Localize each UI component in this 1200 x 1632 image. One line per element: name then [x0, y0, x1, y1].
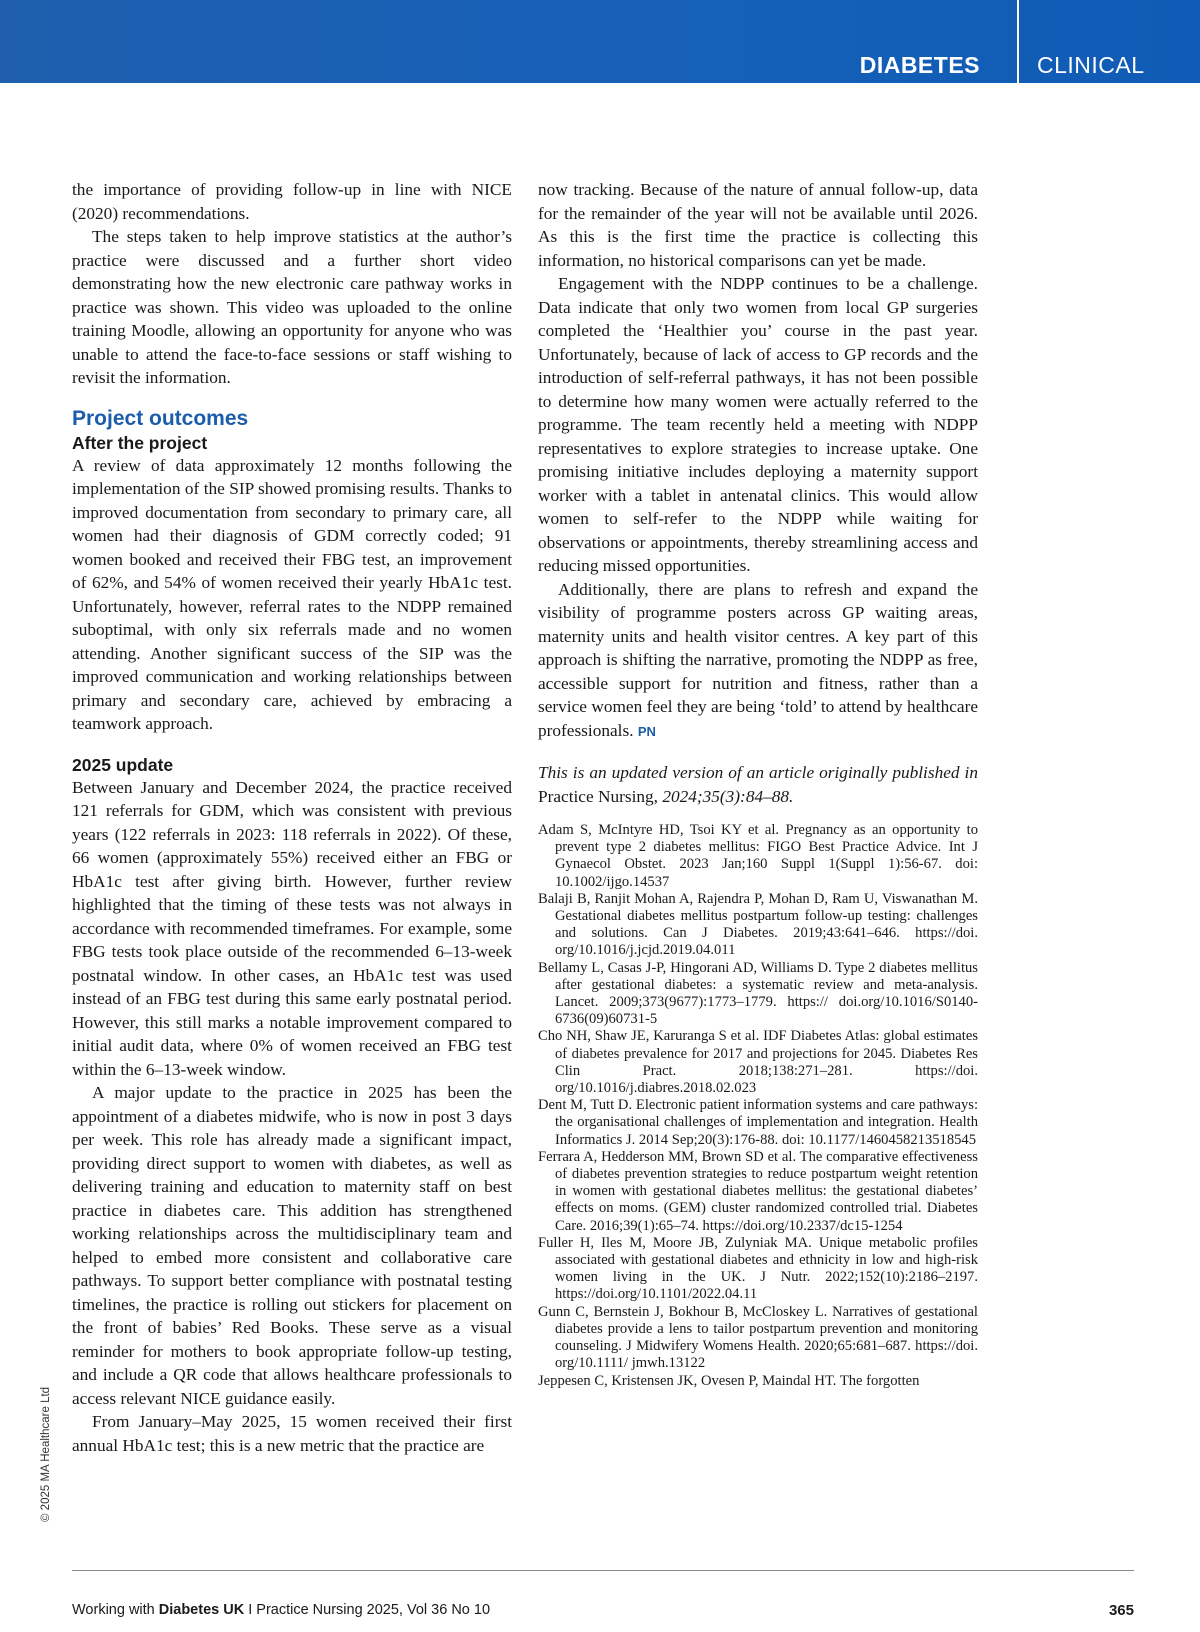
- reference-item: Ferrara A, Hedderson MM, Brown SD et al. The comparative effectiveness of diabetes prevention strategies to reduce postpartum weight retention in women with gestational diabetes mellitus: the gestational diabetes’ effects on moms. (GEM) cluster randomized controlled trial. Diabetes Care. 2016;39(1):65–74. https://doi.org/10.2337/dc15-1254: [538, 1148, 978, 1234]
- end-mark-pn: PN: [637, 723, 656, 739]
- note-citation: 2024;35(3):84–88.: [662, 786, 794, 806]
- reference-item: Balaji B, Ranjit Mohan A, Rajendra P, Mohan D, Ram U, Viswanathan M. Gestational diabetes mellitus postpartum follow-up testing: challenges and solutions. Can J Diabetes. 2019;43:641–646. https://doi. org/10.1016/j.jcjd.2019.04.011: [538, 890, 978, 959]
- paragraph: [538, 578, 978, 744]
- header-banner: [0, 0, 1200, 83]
- footer-brand: Diabetes UK: [158, 1602, 245, 1618]
- references-list: [538, 822, 978, 1390]
- reference-item: Bellamy L, Casas J-P, Hingorani AD, Williams D. Type 2 diabetes mellitus after gestational diabetes: a systematic review and meta-analysis. Lancet. 2009;373(9677):1773–1779. https:// doi.org/10.1016/S0140-6736(09)60731-5: [538, 959, 978, 1028]
- paragraph: now tracking. Because of the nature of annual follow-up, data for the remainder of the year will not be available until 2026. As this is the first time the practice is collecting this information, no historical comparisons can yet be made.: [538, 180, 978, 270]
- paragraph-text: Additionally, there are plans to refresh and expand the visibility of programme posters across GP waiting areas, maternity units and health visitor centres. A key part of this approach is shifting the narrative, promoting the NDPP as free, accessible support for nutrition and fitness, rather than a service women feel they are being ‘told’ to attend by healthcare professionals.: [538, 579, 978, 740]
- reference-item: Fuller H, Iles M, Moore JB, Zulyniak MA. Unique metabolic profiles associated with gestational diabetes and ethnicity in low and high-risk women living in the UK. J Nutr. 2022;152(10):2186–2197. https://doi.org/10.1101/2022.04.11: [538, 1234, 978, 1303]
- note-journal: Practice Nursing,: [538, 786, 658, 806]
- subheading-after-project: After the project: [72, 432, 208, 453]
- subheading-2025-update: 2025 update: [72, 754, 174, 775]
- paragraph: the importance of providing follow-up in line with NICE (2020) recommendations.: [72, 180, 512, 223]
- section-category: CLINICAL: [1037, 52, 1145, 78]
- article-note: [538, 761, 978, 808]
- footer-journal: I Practice Nursing 2025, Vol 36 No 10: [248, 1602, 491, 1618]
- left-column: [72, 178, 512, 1457]
- page-number: 365: [1108, 1602, 1134, 1619]
- section-title: DIABETES: [859, 52, 980, 78]
- paragraph: The steps taken to help improve statistics at the author’s practice were discussed and a further short video demonstrating how the new electronic care pathway works in practice was shown. This video was uploaded to the online training Moodle, allowing an opportunity for anyone who was unable to attend the face-to-face sessions or staff wishing to revisit the information.: [72, 227, 512, 387]
- reference-item: Dent M, Tutt D. Electronic patient information systems and care pathways: the organisational challenges of implementation and integration. Health Informatics J. 2014 Sep;20(3):176-88. doi: 10.1177/1460458213518545: [538, 1097, 978, 1148]
- reference-item: Adam S, McIntyre HD, Tsoi KY et al. Pregnancy as an opportunity to prevent type 2 diabetes mellitus: FIGO Best Practice Advice. Int J Gynaecol Obstet. 2023 Jan;160 Suppl 1(Suppl 1):56-67. doi: 10.1002/ijgo.14537: [538, 822, 978, 890]
- paragraph: Between January and December 2024, the practice received 121 referrals for GDM, which was consistent with previous years (122 referrals in 2023: 118 referrals in 2022). Of these, 66 women (approximately 55%) received either an FBG or HbA1c test after giving birth. However, further review highlighted that the timing of these tests was not always in accordance with recommended timeframes. For example, some FBG tests took place outside of the recommended 6–13-week postnatal window. In other cases, an HbA1c test was used instead of an FBG test during this same early postnatal period. However, this still marks a notable improvement compared to initial audit data, where 0% of women received an FBG test within the 6–13-week window.: [72, 777, 512, 1079]
- footer-prefix: Working with: [72, 1602, 155, 1618]
- footer-divider: [72, 1570, 1134, 1571]
- reference-item: Jeppesen C, Kristensen JK, Ovesen P, Maindal HT. The forgotten: [538, 1372, 920, 1389]
- note-text: This is an updated version of an article originally published in: [538, 763, 978, 782]
- paragraph: A review of data approximately 12 months following the implementation of the SIP showed promising results. Thanks to improved documentation from secondary to primary care, all women had their diagnosis of GDM correctly coded; 91 women booked and received their FBG test, an improvement of 62%, and 54% of women received their yearly HbA1c test. Unfortunately, however, referral rates to the NDPP remained suboptimal, with only six referrals made and no women attending. Another significant success of the SIP was the improved communication and working relationships between primary and secondary care, achieved by embracing a teamwork approach.: [72, 455, 512, 733]
- paragraph: Engagement with the NDPP continues to be a challenge. Data indicate that only two women from local GP surgeries completed the ‘Healthier you’ course in the past year. Unfortunately, because of lack of access to GP records and the introduction of self-referral pathways, it has not been possible to determine how many women were actually referred to the programme. The team recently held a meeting with NDPP representatives to explore strategies to increase uptake. One promising initiative includes deploying a maternity support worker with a tablet in antenatal clinics. This would allow women to self-refer to the NDPP while waiting for observations or appointments, thereby streamlining access and reducing missed opportunities.: [538, 274, 978, 575]
- heading-project-outcomes: Project outcomes: [72, 406, 249, 430]
- copyright-notice: © 2025 MA Healthcare Ltd: [40, 1386, 52, 1522]
- reference-item: Gunn C, Bernstein J, Bokhour B, McCloskey L. Narratives of gestational diabetes provide a lens to tailor postpartum prevention and monitoring counseling. J Midwifery Womens Health. 2020;65:681–687. https://doi. org/10.1111/ jmwh.13122: [538, 1303, 978, 1372]
- paragraph: A major update to the practice in 2025 has been the appointment of a diabetes midwife, who is now in post 3 days per week. This role has already made a significant impact, providing direct support to women with diabetes, as well as delivering training and education to maternity staff on best practice in diabetes care. This addition has strengthened working relationships across the multidisciplinary team and helped to embed more consistent and collaborative care pathways. To support better compliance with postnatal testing timelines, the practice is rolling out stickers for placement on the front of babies’ Red Books. These serve as a visual reminder for mothers to book appropriate follow-up testing, and include a QR code that allows healthcare professionals to access relevant NICE guidance easily.: [72, 1083, 512, 1408]
- paragraph: From January–May 2025, 15 women received their first annual HbA1c test; this is a new metric that the practice are: [72, 1412, 512, 1455]
- banner-divider: [1017, 0, 1019, 83]
- reference-item: Cho NH, Shaw JE, Karuranga S et al. IDF Diabetes Atlas: global estimates of diabetes prevalence for 2017 and projections for 2045. Diabetes Res Clin Pract. 2018;138:271–281. https://doi. org/10.1016/j.diabres.2018.02.023: [538, 1028, 978, 1097]
- footer-citation: [72, 1602, 490, 1618]
- right-column: [538, 178, 978, 1390]
